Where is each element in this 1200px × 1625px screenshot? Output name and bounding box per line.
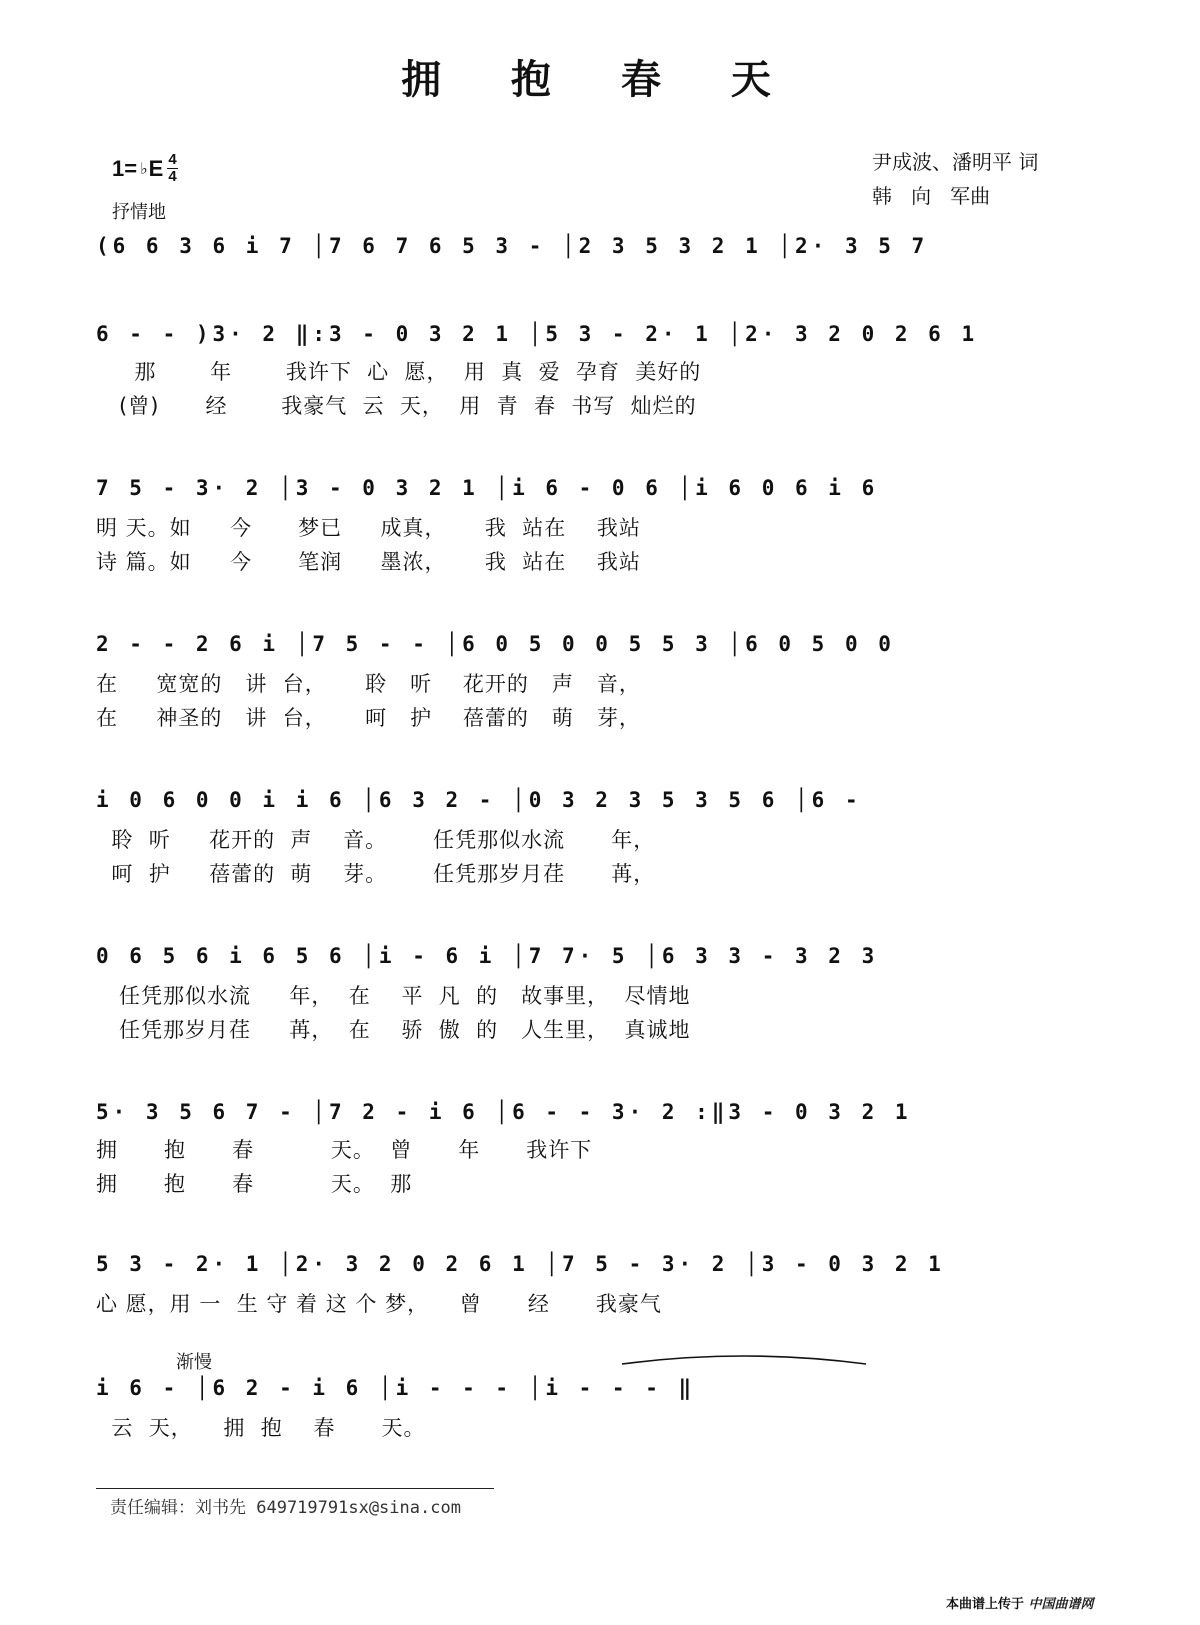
key-note: E (148, 155, 164, 181)
lyrics-verse-1: 任凭那似水流 年， 在 平 凡 的 故事里， 尽情地 (96, 984, 691, 1008)
lyrics-verse-1: 那 年 我许下 心 愿， 用 真 爱 孕育 美好的 (96, 360, 702, 384)
tempo-marking: 渐慢 (176, 1352, 212, 1373)
notes-line: 6 - - )3· 2 ‖:3 - 0 3 2 1 │5 3 - 2· 1 │2· 3 2 0 2 6 1 (96, 322, 979, 346)
lyrics-verse-2: 诗 篇。如 今 笔润 墨浓， 我 站在 我站 (96, 550, 641, 574)
notes-line: i 6 - │6 2 - i 6 │i - - - │i - - - ‖ (96, 1376, 696, 1400)
site-logo[interactable]: 中国曲谱网 (1028, 1597, 1094, 1612)
editor-credit: 责任编辑：刘书先 649719791sx@sina.com (110, 1498, 461, 1518)
notes-line: 5· 3 5 6 7 - │7 2 - i 6 │6 - - 3· 2 :‖3 - 0 3 2 1 (96, 1100, 912, 1124)
time-top: 4 (168, 151, 177, 168)
footer-rule (96, 1488, 494, 1489)
lyrics-verse-2: (曾) 经 我豪气 云 天， 用 青 春 书写 灿烂的 (96, 394, 697, 418)
notes-line: 2 - - 2 6 i │7 5 - - │6 0 5 0 0 5 5 3 │6 0 5 0 0 (96, 632, 895, 656)
notes-line: 0 6 5 6 i 6 5 6 │i - 6 i │7 7· 5 │6 3 3 - 3 2 3 (96, 944, 879, 968)
flat-symbol: ♭ (140, 160, 148, 178)
lyrics-verse-1: 聆 听 花开的 声 音。 任凭那似水流 年， (96, 828, 656, 852)
mood-marking: 抒情地 (112, 202, 166, 223)
lyrics-verse-1: 心 愿，用 一 生 守 着 这 个 梦， 曾 经 我豪气 (96, 1292, 662, 1316)
notes-line: 7 5 - 3· 2 │3 - 0 3 2 1 │i 6 - 0 6 │i 6 0 6 i 6 (96, 476, 879, 500)
notes-line: (6 6 3 6 i 7 │7 6 7 6 5 3 - │2 3 5 3 2 1 │2· 3 5 7 (96, 234, 929, 258)
key-signature (112, 152, 178, 185)
lyrics-verse-1: 云 天， 拥 抱 春 天。 (96, 1416, 426, 1440)
lyricist-credit: 尹成波、潘明平 词 (872, 150, 1039, 174)
lyrics-verse-2: 呵 护 蓓蕾的 萌 芽。 任凭那岁月荏 苒， (96, 862, 656, 886)
upload-text: 本曲谱上传于 (946, 1597, 1025, 1612)
time-bottom: 4 (168, 168, 177, 185)
song-title: 拥 抱 春 天 (401, 56, 799, 103)
lyrics-verse-1: 明 天。如 今 梦已 成真， 我 站在 我站 (96, 516, 641, 540)
lyrics-verse-2: 任凭那岁月荏 苒， 在 骄 傲 的 人生里， 真诚地 (96, 1018, 691, 1042)
lyrics-verse-2: 拥 抱 春 天。 那 (96, 1172, 413, 1196)
lyrics-verse-1: 在 宽宽的 讲 台， 聆 听 花开的 声 音， (96, 672, 641, 696)
key-prefix: 1= (112, 155, 138, 181)
lyrics-verse-2: 在 神圣的 讲 台， 呵 护 蓓蕾的 萌 芽， (96, 706, 641, 730)
composer-credit: 韩 向 军曲 (872, 184, 991, 208)
lyrics-verse-1: 拥 抱 春 天。 曾 年 我许下 (96, 1138, 593, 1162)
notes-line: 5 3 - 2· 1 │2· 3 2 0 2 6 1 │7 5 - 3· 2 │3 - 0 3 2 1 (96, 1252, 945, 1276)
notes-line: i 0 6 0 0 i i 6 │6 3 2 - │0 3 2 3 5 3 5 6 │6 - (96, 788, 862, 812)
time-signature (167, 152, 177, 185)
upload-notice (946, 1593, 1094, 1612)
